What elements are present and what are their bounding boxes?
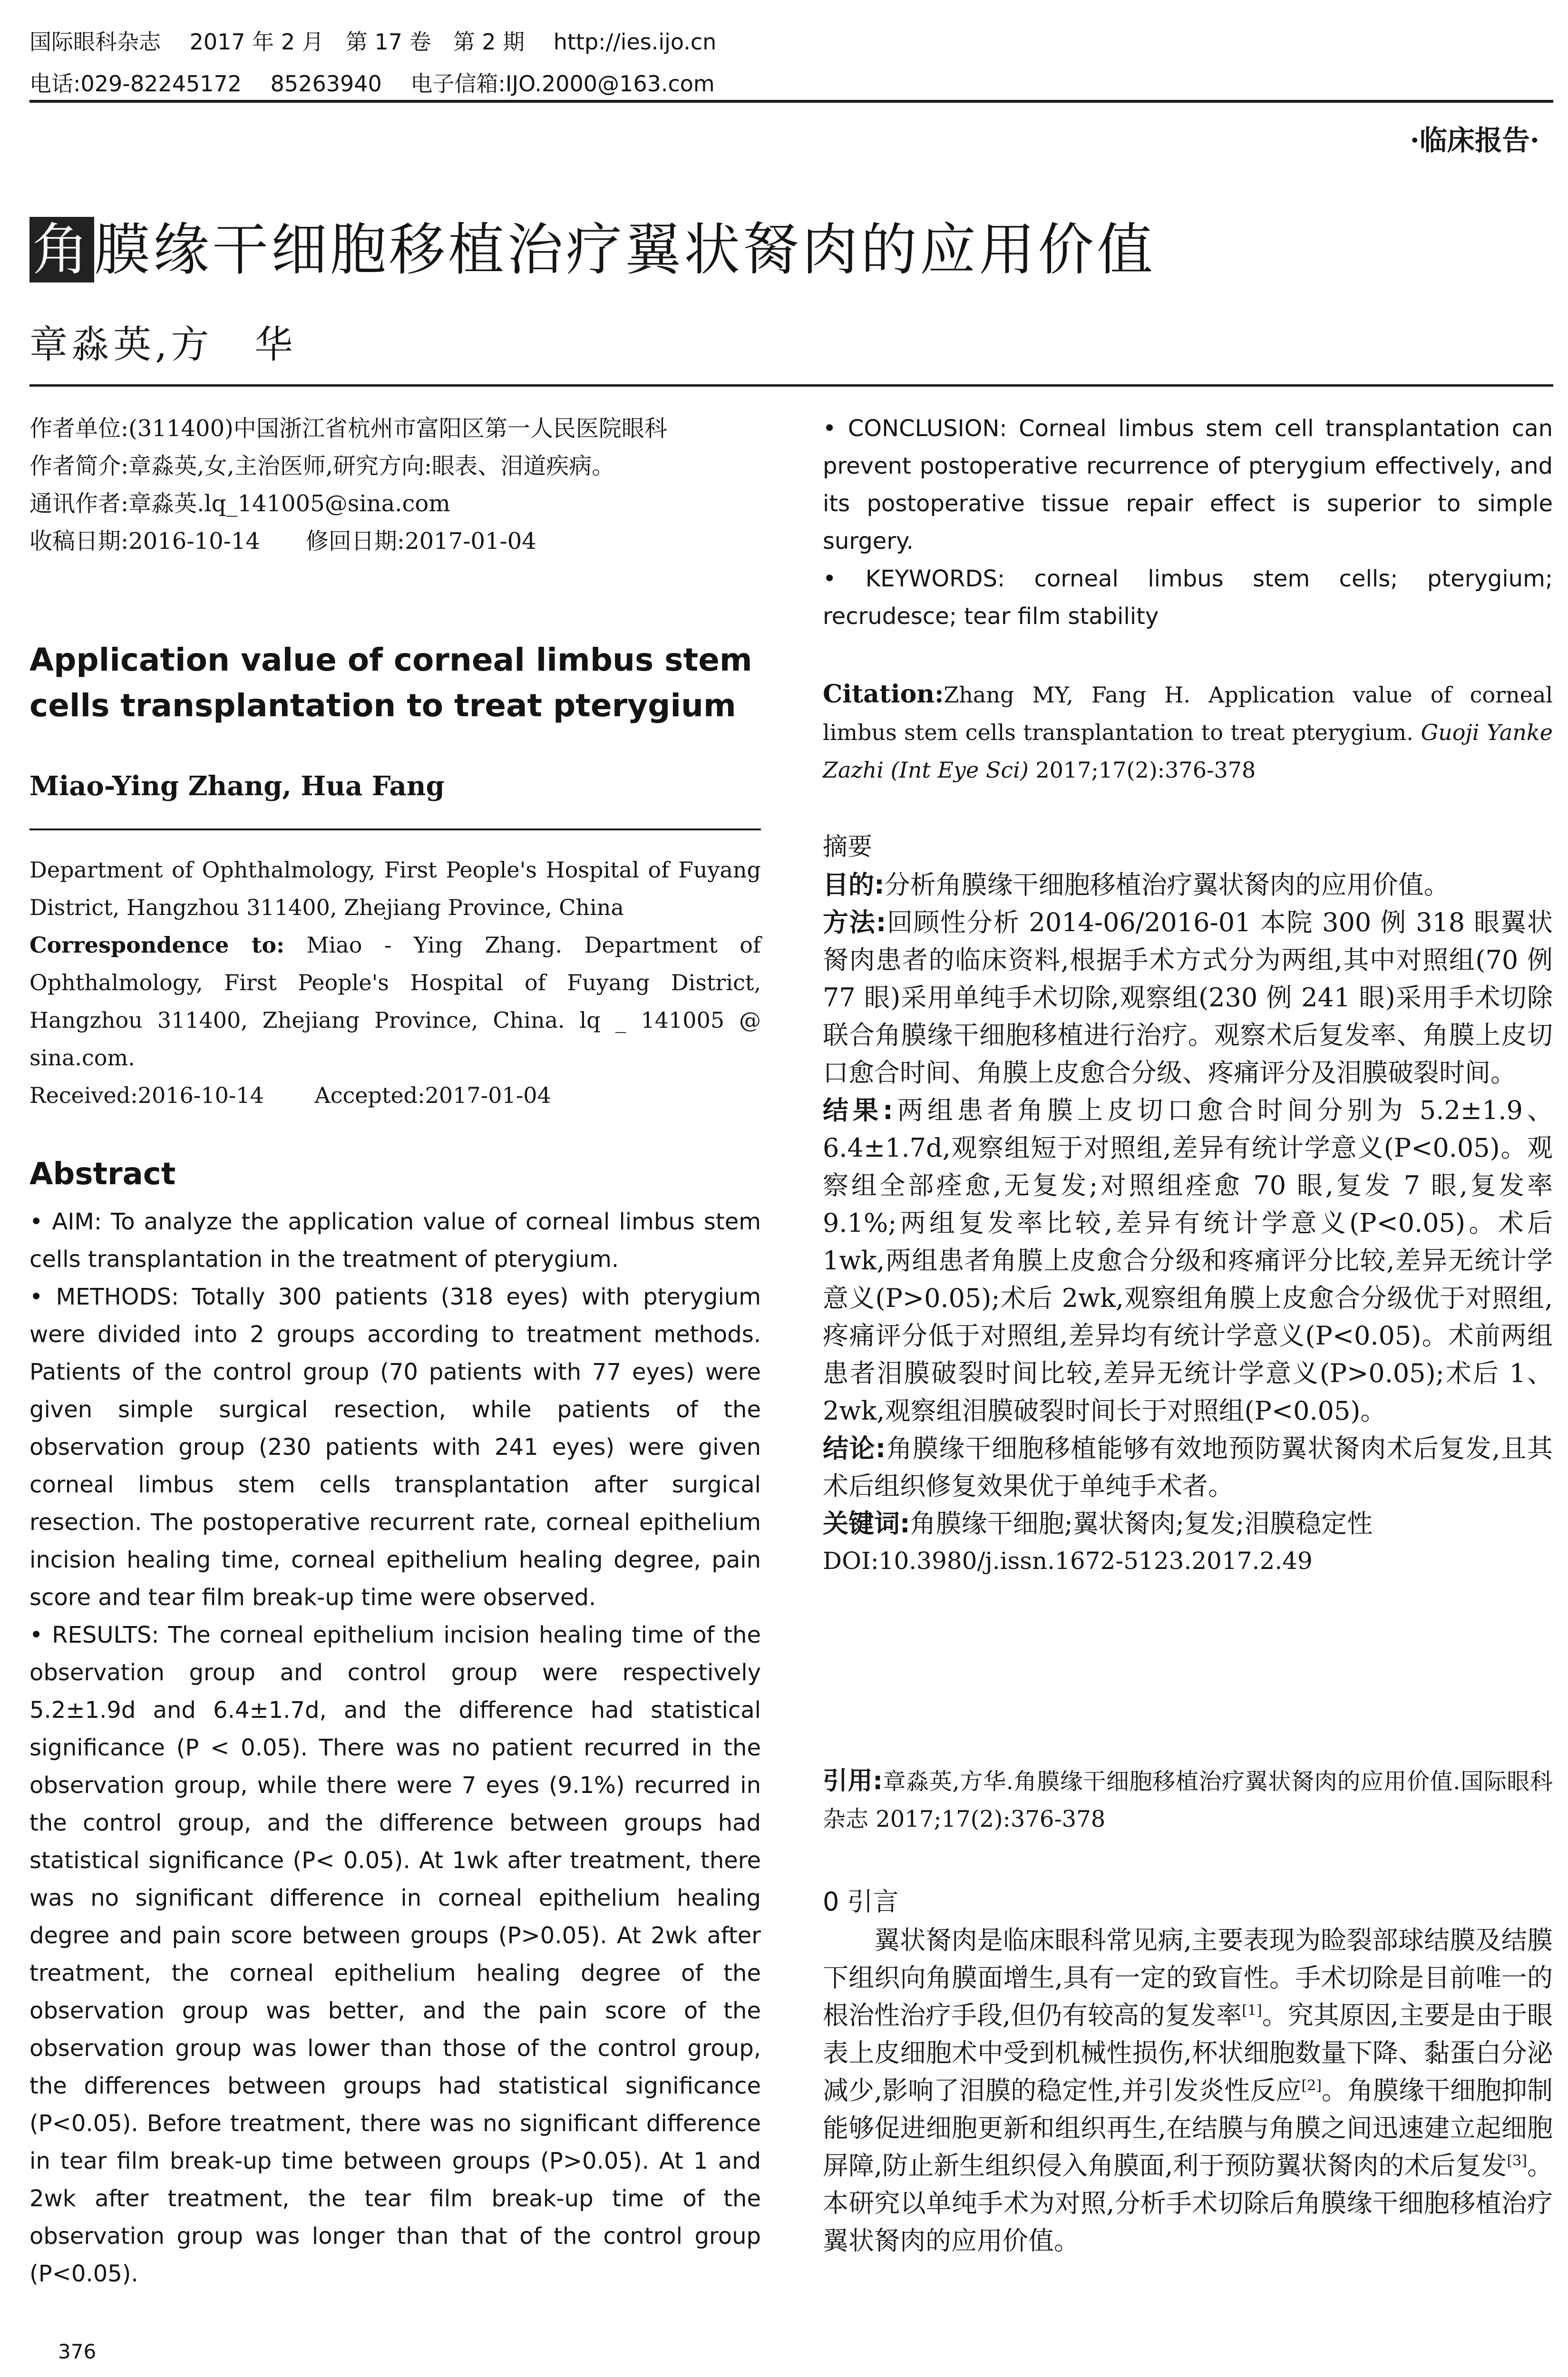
abstract-conclusion: • CONCLUSION: Corneal limbus stem cell transplantation can prevent postoperative recurrence of pterygium effectively, and its postoperative tissue repair effect is superior to simple surgery. xyxy=(823,415,1553,555)
citation-text-b: 2017;17(2):376-378 xyxy=(1035,757,1256,783)
cn-doi: DOI:10.3980/j.issn.1672-5123.2017.2.49 xyxy=(823,1547,1313,1575)
abstract-continued xyxy=(823,410,1553,635)
abstract-methods: • METHODS: Totally 300 patients (318 eyes) with pterygium were divided into 2 groups according to treatment methods. Patients of the control group (70 patients with 77 eyes) were given simple surgical resection, while patients of the observation group (230 patients with 241 eyes) were given corneal limbus stem cells transplantation after surgical resection. The postoperative recurrent rate, corneal epithelium incision healing time, corneal epithelium healing degree, pain score and tear film break-up time were observed. xyxy=(29,1284,761,1611)
cn-conclusion: 角膜缘干细胞移植能够有效地预防翼状胬肉术后复发,且其术后组织修复效果优于单纯手术者。 xyxy=(823,1433,1553,1501)
cn-aim: 分析角膜缘干细胞移植治疗翼状胬肉的应用价值。 xyxy=(884,870,1450,900)
correspondence-text: Miao - Ying Zhang. Department of Ophthalmology, First People's Hospital of Fuyang District, Hangzhou 311400, Zhejiang Province, China. lq _ 141005 @ sina.com. xyxy=(29,932,761,1071)
title-first-char: 角 xyxy=(29,217,94,283)
abstract-body xyxy=(29,1203,761,2293)
english-affiliation-block xyxy=(29,851,761,1114)
intro-part2: 。究其原因,主要是由于眼表上皮细胞术中受到机械性损伤,杯状细胞数量下降、黏蛋白分泌减少,影响了泪膜的稳定性,并引发炎性反应 xyxy=(823,2000,1553,2105)
cn-methods: 回顾性分析 2014-06/2016-01 本院 300 例 318 眼翼状胬肉患者的临床资料,根据手术方式分为两组,其中对照组(70 例 77 眼)采用单纯手术切除,观察组(230 例 241 眼)采用手术切除联合角膜缘干细胞移植进行治疗。观察术后复发率、角膜上皮切口愈合时间、角膜上皮愈合分级、疼痛评分及泪膜破裂时间。 xyxy=(823,907,1553,1088)
citation-block xyxy=(823,675,1553,789)
intro-ref1: [1] xyxy=(1242,2002,1262,2019)
citation-label: Citation: xyxy=(823,680,944,709)
affiliation-cn: 作者单位:(311400)中国浙江省杭州市富阳区第一人民医院眼科 xyxy=(29,415,667,442)
intro-ref2: [2] xyxy=(1301,2077,1322,2094)
bio-cn: 作者简介:章淼英,女,主治医师,研究方向:眼表、泪道疾病。 xyxy=(29,453,615,479)
cn-results-label: 结果: xyxy=(823,1095,893,1125)
authors-cn: 章淼英,方 华 xyxy=(29,322,297,367)
english-dates: Received:2016-10-14 Accepted:2017-01-04 xyxy=(29,1082,551,1108)
dates-cn: 收稿日期:2016-10-14 修回日期:2017-01-04 xyxy=(29,528,536,555)
cn-citation-text: 章淼英,方华.角膜缘干细胞移植治疗翼状胬肉的应用价值.国际眼科杂志 2017;17(2):376-378 xyxy=(823,1768,1553,1832)
cn-results: 两组患者角膜上皮切口愈合时间分别为 5.2±1.9、6.4±1.7d,观察组短于对照组,差异有统计学意义(P<0.05)。观察组全部痊愈,无复发;对照组痊愈 70 眼,复发 7 眼,复发率 9.1%;两组复发率比较,差异有统计学意义(P<0.05)。术后 1wk,两组患者角膜上皮愈合分级和疼痛评分比较,差异无统计学意义(P>0.05);术后 2wk,观察组角膜上皮愈合分级优于对照组,疼痛评分低于对照组,差异均有统计学意义(P<0.05)。术前两组患者泪膜破裂时间比较,差异无统计学意义(P>0.05);术后 1、2wk,观察组泪膜破裂时间长于对照组(P<0.05)。 xyxy=(823,1095,1553,1426)
meta-cn xyxy=(29,410,762,560)
abstract-heading: Abstract xyxy=(29,1157,176,1192)
citation-journal: Guoji Yanke Zazhi (Int Eye Sci) xyxy=(823,720,1553,783)
citation-text-a: Zhang MY, Fang H. Application value of corneal limbus stem cells transplantation to treat pterygium. xyxy=(823,682,1553,745)
cn-citation-label: 引用: xyxy=(823,1767,883,1795)
header-rule xyxy=(29,100,1553,103)
correspondence-label: Correspondence to: xyxy=(29,932,285,958)
cn-methods-label: 方法: xyxy=(823,907,886,937)
abstract-aim: • AIM: To analyze the application value of corneal limbus stem cells transplantation in the treatment of pterygium. xyxy=(29,1208,761,1273)
intro-body xyxy=(823,1921,1553,2260)
cn-abstract xyxy=(823,828,1553,1580)
correspondence-cn: 通讯作者:章淼英.lq_141005@sina.com xyxy=(29,490,450,517)
authors-rule xyxy=(29,828,761,830)
abstract-keywords: • KEYWORDS: corneal limbus stem cells; pterygium; recrudesce; tear film stability xyxy=(823,565,1553,630)
cn-conclusion-label: 结论: xyxy=(823,1433,886,1463)
cn-citation xyxy=(823,1763,1553,1838)
cn-abstract-heading: 摘要 xyxy=(823,833,873,861)
cn-keywords-label: 关键词: xyxy=(823,1509,910,1539)
intro-part3: 。角膜缘干细胞抑制能够促进细胞更新和组织再生,在结膜与角膜之间迅速建立起细胞屏障,防止新生组织侵入角膜面,利于预防翼状胬肉的术后复发 xyxy=(823,2075,1553,2181)
journal-header-line2: 电话:029-82245172 85263940 电子信箱:IJO.2000@163.com xyxy=(29,71,715,97)
intro-heading: 0 引言 xyxy=(823,1887,899,1917)
page-number: 376 xyxy=(58,2340,97,2363)
cn-keywords: 角膜缘干细胞;翼状胬肉;复发;泪膜稳定性 xyxy=(910,1509,1373,1539)
abstract-results: • RESULTS: The corneal epithelium incision healing time of the observation group and control group were respectively 5.2±1.9d and 6.4±1.7d, and the difference had statistical significance (P < 0.05). There was no patient recurred in the observation group, while there were 7 eyes (9.1%) recurred in the control group, and the difference between groups had statistical significance (P< 0.05). At 1wk after treatment, there was no significant difference in corneal epithelium healing degree and pain score between groups (P>0.05). At 2wk after treatment, the corneal epithelium healing degree of the observation group was better, and the pain score of the observation group was lower than those of the control group, the differences between groups had statistical significance (P<0.05). Before treatment, there was no significant difference in tear film break-up time between groups (P>0.05). At 1 and 2wk after treatment, the tear film break-up time of the observation group was longer than that of the control group (P<0.05). xyxy=(29,1622,761,2287)
intro-ref3: [3] xyxy=(1507,2153,1527,2169)
intro-part4: 。本研究以单纯手术为对照,分析手术切除后角膜缘干细胞移植治疗翼状胬肉的应用价值。 xyxy=(823,2151,1553,2256)
cn-aim-label: 目的: xyxy=(823,870,885,900)
english-authors: Miao-Ying Zhang, Hua Fang xyxy=(29,770,445,802)
title-rest: 膜缘干细胞移植治疗翼状胬肉的应用价值 xyxy=(94,217,1156,283)
english-title: Application value of corneal limbus stem cells transplantation to treat pterygium xyxy=(29,642,752,724)
journal-header-line1: 国际眼科杂志 2017 年 2 月 第 17 卷 第 2 期 http://ies.ijo.cn xyxy=(29,29,717,55)
english-affiliation: Department of Ophthalmology, First People's Hospital of Fuyang District, Hangzhou 311400, Zhejiang Province, China xyxy=(29,857,761,920)
page-title xyxy=(29,205,1156,285)
intro-part1: 翼状胬肉是临床眼科常见病,主要表现为睑裂部球结膜及结膜下组织向角膜面增生,具有一定的致盲性。手术切除是目前唯一的根治性治疗手段,但仍有较高的复发率 xyxy=(823,1925,1553,2030)
section-label: ·临床报告· xyxy=(1410,124,1539,156)
title-rule xyxy=(29,384,1553,387)
